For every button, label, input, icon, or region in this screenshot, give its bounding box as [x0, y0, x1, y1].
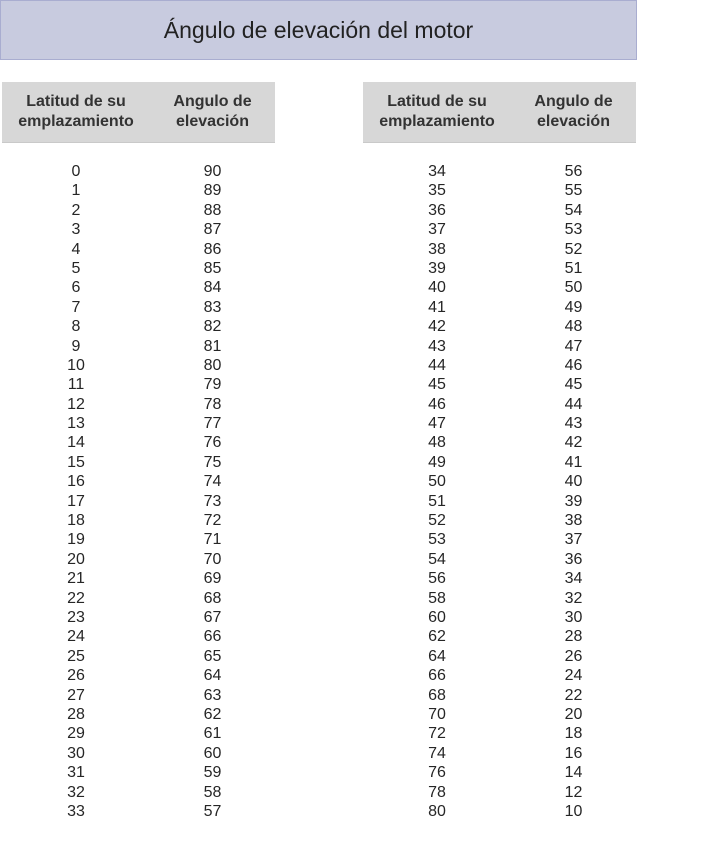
latitude-cell: 3	[71, 221, 81, 239]
latitude-cell: 34	[428, 163, 446, 180]
table-row	[363, 453, 636, 472]
elevation-angle-cell: 61	[203, 725, 222, 743]
elevation-angle-cell: 66	[203, 628, 222, 646]
table-row	[2, 278, 275, 297]
table-row	[2, 472, 275, 491]
latitude-cell: 44	[428, 356, 446, 374]
table-row	[363, 472, 636, 491]
latitude-cell: 9	[71, 337, 81, 355]
table-row	[363, 414, 636, 433]
latitude-cell: 15	[67, 453, 85, 471]
latitude-cell: 58	[428, 589, 446, 607]
latitude-cell: 78	[428, 783, 446, 801]
elevation-angle-cell: 43	[564, 415, 583, 433]
latitude-cell: 17	[67, 492, 85, 510]
table-body	[363, 162, 636, 821]
elevation-angle-cell: 75	[203, 453, 222, 471]
table-row	[363, 666, 636, 685]
elevation-angle-cell: 47	[564, 337, 583, 355]
elevation-angle-cell: 39	[564, 492, 583, 510]
table-row	[363, 589, 636, 608]
angle-column-header	[150, 82, 275, 142]
latitude-cell: 38	[428, 240, 446, 258]
elevation-angle-cell: 59	[203, 764, 222, 782]
latitude-header-line1: Latitud de su	[26, 93, 126, 110]
latitude-cell: 30	[67, 744, 85, 762]
latitude-cell: 11	[67, 376, 85, 394]
elevation-angle-cell: 14	[564, 764, 583, 782]
elevation-angle-cell: 72	[203, 512, 222, 530]
elevation-angle-cell: 55	[564, 182, 583, 200]
latitude-cell: 16	[67, 473, 85, 491]
latitude-cell: 48	[428, 434, 446, 452]
elevation-angle-cell: 36	[564, 550, 583, 568]
elevation-angle-cell: 50	[564, 279, 583, 297]
latitude-cell: 0	[71, 163, 81, 180]
latitude-cell: 43	[428, 337, 446, 355]
latitude-cell: 46	[428, 395, 446, 413]
table-row	[363, 240, 636, 259]
elevation-angle-cell: 56	[564, 163, 583, 180]
table-row	[363, 608, 636, 627]
elevation-angle-cell: 12	[564, 783, 583, 801]
latitude-cell: 14	[67, 434, 85, 452]
elevation-angle-cell: 51	[564, 259, 583, 277]
elevation-angle-cell: 89	[203, 182, 222, 200]
latitude-column-header	[363, 82, 511, 142]
elevation-angle-cell: 68	[203, 589, 222, 607]
latitude-cell: 13	[67, 415, 85, 433]
elevation-angle-cell: 57	[203, 802, 222, 820]
latitude-cell: 50	[428, 473, 446, 491]
table-row	[363, 686, 636, 705]
elevation-angle-cell: 20	[564, 705, 583, 723]
latitude-cell: 1	[71, 182, 81, 200]
latitude-cell: 21	[67, 570, 85, 588]
elevation-angle-cell: 81	[203, 337, 222, 355]
angle-header-line2: elevación	[537, 113, 610, 130]
latitude-cell: 26	[67, 667, 85, 685]
table-row	[2, 433, 275, 452]
table-header	[363, 82, 636, 143]
table-row	[363, 317, 636, 336]
latitude-cell: 36	[428, 201, 446, 219]
table-row	[2, 686, 275, 705]
elevation-angle-cell: 24	[564, 667, 583, 685]
table-row	[2, 240, 275, 259]
latitude-cell: 31	[67, 764, 85, 782]
table-row	[363, 744, 636, 763]
elevation-angle-cell: 44	[564, 395, 583, 413]
elevation-angle-cell: 84	[203, 279, 222, 297]
table-row	[2, 181, 275, 200]
latitude-cell: 7	[71, 298, 81, 316]
elevation-angle-cell: 40	[564, 473, 583, 491]
elevation-angle-cell: 71	[203, 531, 222, 549]
latitude-cell: 42	[428, 318, 446, 336]
elevation-angle-cell: 82	[203, 318, 222, 336]
table-row	[363, 162, 636, 181]
table-row	[2, 744, 275, 763]
latitude-cell: 29	[67, 725, 85, 743]
table-row	[2, 608, 275, 627]
latitude-cell: 62	[428, 628, 446, 646]
elevation-angle-cell: 77	[203, 415, 222, 433]
table-row	[363, 201, 636, 220]
latitude-cell: 18	[67, 512, 85, 530]
table-row	[363, 259, 636, 278]
table-row	[2, 317, 275, 336]
table-body	[2, 162, 275, 821]
latitude-cell: 76	[428, 764, 446, 782]
table-row	[2, 724, 275, 743]
table-row	[2, 220, 275, 239]
table-row	[363, 395, 636, 414]
latitude-cell: 80	[428, 802, 446, 820]
elevation-angle-cell: 22	[564, 686, 583, 704]
latitude-cell: 60	[428, 608, 446, 626]
elevation-angle-cell: 73	[203, 492, 222, 510]
elevation-angle-cell: 83	[203, 298, 222, 316]
table-row	[363, 550, 636, 569]
elevation-angle-cell: 16	[564, 744, 583, 762]
latitude-header-line2: emplazamiento	[379, 113, 495, 130]
table-row	[2, 259, 275, 278]
table-row	[363, 511, 636, 530]
elevation-angle-cell: 76	[203, 434, 222, 452]
elevation-angle-cell: 87	[203, 221, 222, 239]
table-row	[363, 647, 636, 666]
elevation-angle-cell: 86	[203, 240, 222, 258]
latitude-cell: 5	[71, 259, 81, 277]
table-row	[363, 298, 636, 317]
latitude-column-header	[2, 82, 150, 142]
table-row	[363, 220, 636, 239]
page-title: Ángulo de elevación del motor	[0, 0, 637, 60]
table-row	[363, 569, 636, 588]
angle-header-line1: Angulo de	[534, 93, 613, 110]
latitude-cell: 74	[428, 744, 446, 762]
latitude-cell: 2	[71, 201, 81, 219]
table-row	[363, 783, 636, 802]
elevation-angle-cell: 42	[564, 434, 583, 452]
latitude-cell: 37	[428, 221, 446, 239]
latitude-cell: 56	[428, 570, 446, 588]
elevation-angle-cell: 78	[203, 395, 222, 413]
latitude-cell: 47	[428, 415, 446, 433]
elevation-angle-cell: 41	[564, 453, 583, 471]
latitude-cell: 51	[428, 492, 446, 510]
table-row	[2, 375, 275, 394]
elevation-angle-cell: 69	[203, 570, 222, 588]
table-row	[2, 298, 275, 317]
angle-header-line1: Angulo de	[173, 93, 252, 110]
table-row	[2, 337, 275, 356]
table-row	[2, 453, 275, 472]
table-row	[2, 511, 275, 530]
elevation-angle-cell: 65	[203, 647, 222, 665]
latitude-cell: 72	[428, 725, 446, 743]
latitude-cell: 27	[67, 686, 85, 704]
latitude-cell: 70	[428, 705, 446, 723]
latitude-cell: 32	[67, 783, 85, 801]
table-header	[2, 82, 275, 143]
elevation-angle-cell: 58	[203, 783, 222, 801]
table-row	[363, 356, 636, 375]
table-row	[363, 337, 636, 356]
elevation-angle-cell: 54	[564, 201, 583, 219]
latitude-cell: 49	[428, 453, 446, 471]
elevation-angle-cell: 85	[203, 259, 222, 277]
table-row	[2, 550, 275, 569]
elevation-angle-cell: 38	[564, 512, 583, 530]
table-row	[2, 162, 275, 181]
latitude-cell: 10	[67, 356, 85, 374]
elevation-angle-cell: 49	[564, 298, 583, 316]
latitude-cell: 4	[71, 240, 81, 258]
latitude-cell: 24	[67, 628, 85, 646]
latitude-cell: 22	[67, 589, 85, 607]
elevation-angle-cell: 53	[564, 221, 583, 239]
elevation-angle-cell: 10	[564, 802, 583, 820]
table-row	[363, 802, 636, 821]
table-row	[2, 356, 275, 375]
latitude-cell: 20	[67, 550, 85, 568]
elevation-angle-cell: 80	[203, 356, 222, 374]
latitude-cell: 54	[428, 550, 446, 568]
elevation-angle-cell: 88	[203, 201, 222, 219]
angle-column-header	[511, 82, 636, 142]
table-row	[2, 705, 275, 724]
table-row	[2, 395, 275, 414]
table-row	[2, 492, 275, 511]
elevation-angle-cell: 18	[564, 725, 583, 743]
table-row	[363, 375, 636, 394]
elevation-angle-cell: 32	[564, 589, 583, 607]
table-row	[2, 530, 275, 549]
table-row	[2, 802, 275, 821]
latitude-cell: 68	[428, 686, 446, 704]
latitude-cell: 33	[67, 802, 85, 820]
latitude-cell: 45	[428, 376, 446, 394]
elevation-angle-cell: 60	[203, 744, 222, 762]
elevation-angle-cell: 79	[203, 376, 222, 394]
elevation-angle-cell: 48	[564, 318, 583, 336]
table-row	[2, 414, 275, 433]
table-row	[2, 763, 275, 782]
latitude-cell: 12	[67, 395, 85, 413]
elevation-angle-cell: 62	[203, 705, 222, 723]
table-row	[363, 433, 636, 452]
table-row	[2, 201, 275, 220]
latitude-cell: 28	[67, 705, 85, 723]
elevation-angle-cell: 90	[203, 163, 222, 180]
elevation-angle-cell: 63	[203, 686, 222, 704]
elevation-angle-cell: 64	[203, 667, 222, 685]
latitude-cell: 19	[67, 531, 85, 549]
latitude-cell: 41	[428, 298, 446, 316]
elevation-angle-cell: 67	[203, 608, 222, 626]
latitude-cell: 25	[67, 647, 85, 665]
table-row	[2, 589, 275, 608]
table-row	[363, 492, 636, 511]
latitude-header-line1: Latitud de su	[387, 93, 487, 110]
table-row	[2, 627, 275, 646]
latitude-cell: 66	[428, 667, 446, 685]
elevation-table-left	[2, 82, 275, 820]
elevation-angle-cell: 52	[564, 240, 583, 258]
latitude-cell: 52	[428, 512, 446, 530]
latitude-cell: 53	[428, 531, 446, 549]
elevation-angle-cell: 28	[564, 628, 583, 646]
elevation-angle-cell: 45	[564, 376, 583, 394]
table-row	[2, 647, 275, 666]
elevation-angle-cell: 46	[564, 356, 583, 374]
table-row	[363, 278, 636, 297]
table-row	[363, 530, 636, 549]
latitude-cell: 35	[428, 182, 446, 200]
elevation-table-right	[363, 82, 636, 820]
latitude-cell: 64	[428, 647, 446, 665]
elevation-angle-cell: 70	[203, 550, 222, 568]
table-row	[363, 627, 636, 646]
table-row	[2, 666, 275, 685]
elevation-angle-cell: 26	[564, 647, 583, 665]
elevation-angle-cell: 74	[203, 473, 222, 491]
elevation-angle-cell: 34	[564, 570, 583, 588]
table-row	[363, 181, 636, 200]
table-row	[2, 569, 275, 588]
latitude-header-line2: emplazamiento	[18, 113, 134, 130]
latitude-cell: 39	[428, 259, 446, 277]
latitude-cell: 40	[428, 279, 446, 297]
elevation-angle-cell: 30	[564, 608, 583, 626]
angle-header-line2: elevación	[176, 113, 249, 130]
elevation-angle-cell: 37	[564, 531, 583, 549]
latitude-cell: 8	[71, 318, 81, 336]
table-row	[363, 724, 636, 743]
latitude-cell: 23	[67, 608, 85, 626]
table-row	[363, 763, 636, 782]
table-row	[363, 705, 636, 724]
table-row	[2, 783, 275, 802]
latitude-cell: 6	[71, 279, 81, 297]
